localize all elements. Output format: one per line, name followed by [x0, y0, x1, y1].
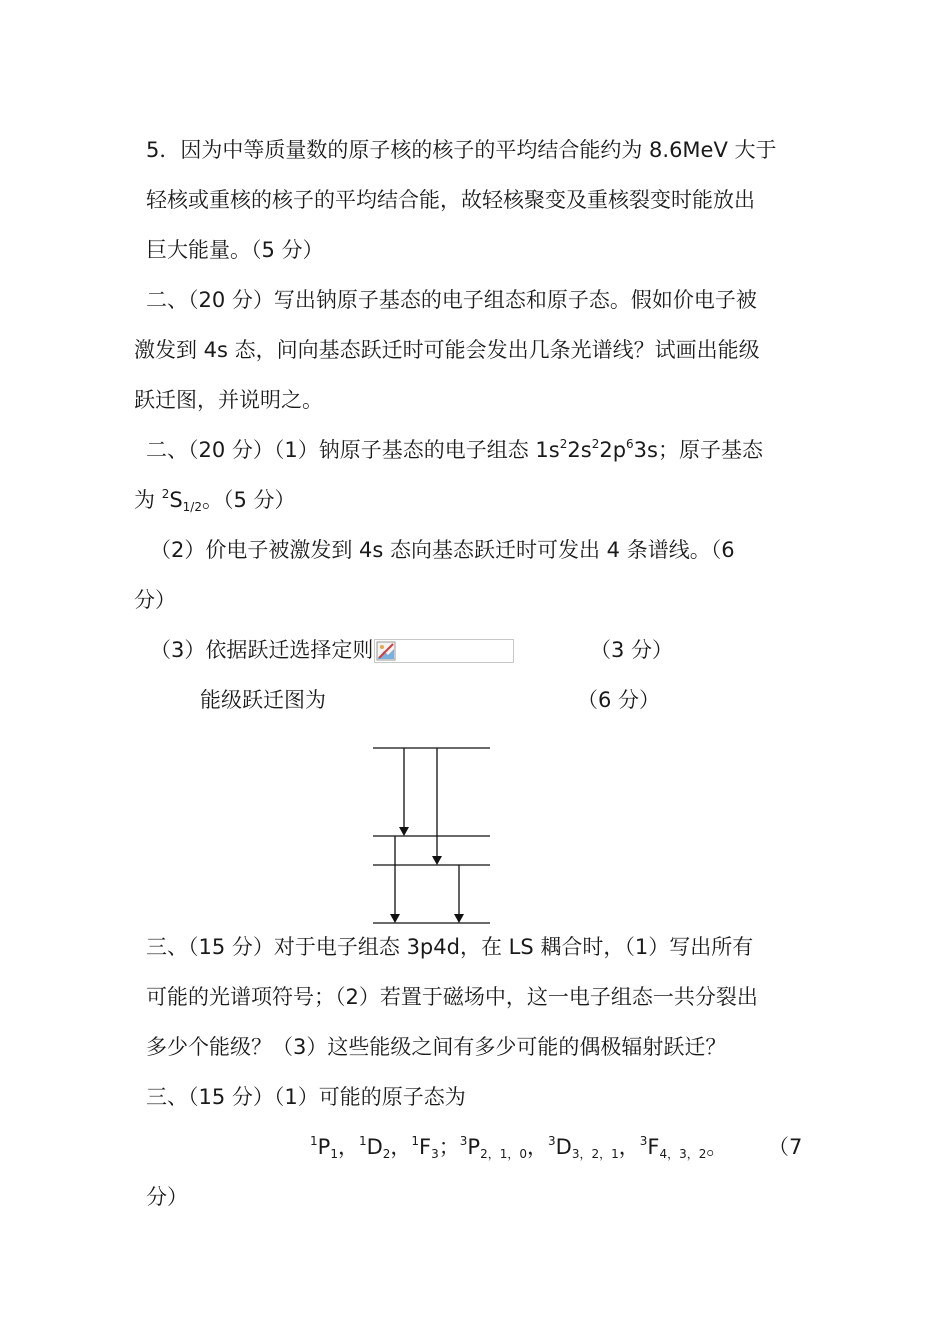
- a2-l1-mid1: 2s: [567, 438, 592, 462]
- transition-arrow-2: [432, 748, 442, 865]
- term-1-j: 1: [330, 1147, 338, 1161]
- a2-l2-sub: 1/2: [182, 500, 202, 514]
- term-6-j: 4，3，2: [659, 1147, 707, 1161]
- a2-line-3: （2）价电子被激发到 4s 态向基态跃迁时可发出 4 条谱线。（6: [150, 538, 735, 562]
- a3-line-1: 三、（15 分）（1）可能的原子态为: [146, 1085, 466, 1109]
- q3-line-3: 多少个能级？（3）这些能级之间有多少可能的偶极辐射跃迁？: [146, 1035, 727, 1059]
- a2-line-4: 分）: [134, 588, 176, 612]
- term-sep-1: ，: [337, 1135, 359, 1159]
- term-3-letter: F: [419, 1135, 432, 1159]
- a2-line-5-score: （3 分）: [590, 638, 674, 662]
- a2-l1-sup2: 2: [591, 437, 600, 451]
- term-6-multiplicity: 3: [639, 1134, 648, 1148]
- a2-line-6: 能级跃迁图为: [200, 688, 326, 712]
- term-4-letter: P: [467, 1135, 481, 1159]
- a2-line-2: [134, 485, 296, 515]
- a3-score-b: 分）: [146, 1185, 188, 1209]
- a2-line-5: [150, 635, 514, 665]
- term-1-letter: P: [317, 1135, 331, 1159]
- a2-l1-mid2: 2p: [599, 438, 627, 462]
- term-4-multiplicity: 3: [459, 1134, 468, 1148]
- term-5-j: 3，2，1: [571, 1147, 619, 1161]
- term-6-letter: F: [647, 1135, 660, 1159]
- a2-l2-term: S: [169, 488, 183, 512]
- a3-term-list: [310, 1132, 727, 1162]
- term-sep-2: ，: [390, 1135, 412, 1159]
- term-2-letter: D: [366, 1135, 383, 1159]
- term-5-multiplicity: 3: [548, 1134, 556, 1148]
- q2-line-1: 二、（20 分）写出钠原子基态的电子组态和原子态。假如价电子被: [146, 288, 757, 312]
- broken-image-icon: [376, 641, 396, 661]
- a2-l5-text: （3）依据跃迁选择定则: [150, 638, 374, 662]
- a3-score-a: （7: [768, 1135, 803, 1159]
- q5-line-3: 巨大能量。（5 分）: [146, 238, 324, 262]
- term-3-j: 3: [431, 1147, 439, 1161]
- q5-line-1: 5．因为中等质量数的原子核的核子的平均结合能约为 8.6MeV 大于: [146, 138, 777, 162]
- a2-l2-prefix: 为: [134, 488, 162, 512]
- q3-line-1: 三、（15 分）对于电子组态 3p4d，在 LS 耦合时，（1）写出所有: [146, 935, 754, 959]
- term-sep-5: ，: [618, 1135, 640, 1159]
- transition-arrow-4: [454, 865, 464, 923]
- a2-l2-sup: 2: [161, 487, 170, 501]
- q5-line-2: 轻核或重核的核子的平均结合能，故轻核聚变及重核裂变时能放出: [146, 188, 755, 212]
- a2-l1-sup3: 6: [626, 437, 634, 451]
- term-4-j: 2，1，0: [480, 1147, 527, 1161]
- a2-l1-prefix: 二、（20 分）（1）钠原子基态的电子组态 1s: [146, 438, 560, 462]
- term-sep-3: ；: [438, 1135, 460, 1159]
- term-sep-4: ，: [527, 1135, 548, 1159]
- q3-line-2: 可能的光谱项符号；（2）若置于磁场中，这一电子组态一共分裂出: [146, 985, 758, 1009]
- term-1-multiplicity: 1: [310, 1134, 318, 1148]
- a2-l1-sup1: 2: [559, 437, 568, 451]
- term-2-multiplicity: 1: [358, 1134, 367, 1148]
- a2-line-6-score: （6 分）: [577, 688, 661, 712]
- a2-l2-suffix: 。（5 分）: [201, 488, 296, 512]
- transition-arrow-3: [390, 836, 400, 923]
- transition-arrow-1: [399, 748, 409, 836]
- energy-level-diagram: [360, 735, 500, 930]
- q2-line-2: 激发到 4s 态，问向基态跃迁时可能会发出几条光谱线？试画出能级: [134, 338, 760, 362]
- term-3-multiplicity: 1: [411, 1134, 420, 1148]
- term-end: 。: [706, 1135, 728, 1159]
- a2-line-1: [146, 435, 763, 465]
- term-5-letter: D: [555, 1135, 572, 1159]
- q2-line-3: 跃迁图，并说明之。: [134, 388, 323, 412]
- a2-l1-suffix: 3s；原子基态: [633, 438, 763, 462]
- term-2-j: 2: [382, 1147, 391, 1161]
- broken-image-placeholder: [374, 639, 514, 663]
